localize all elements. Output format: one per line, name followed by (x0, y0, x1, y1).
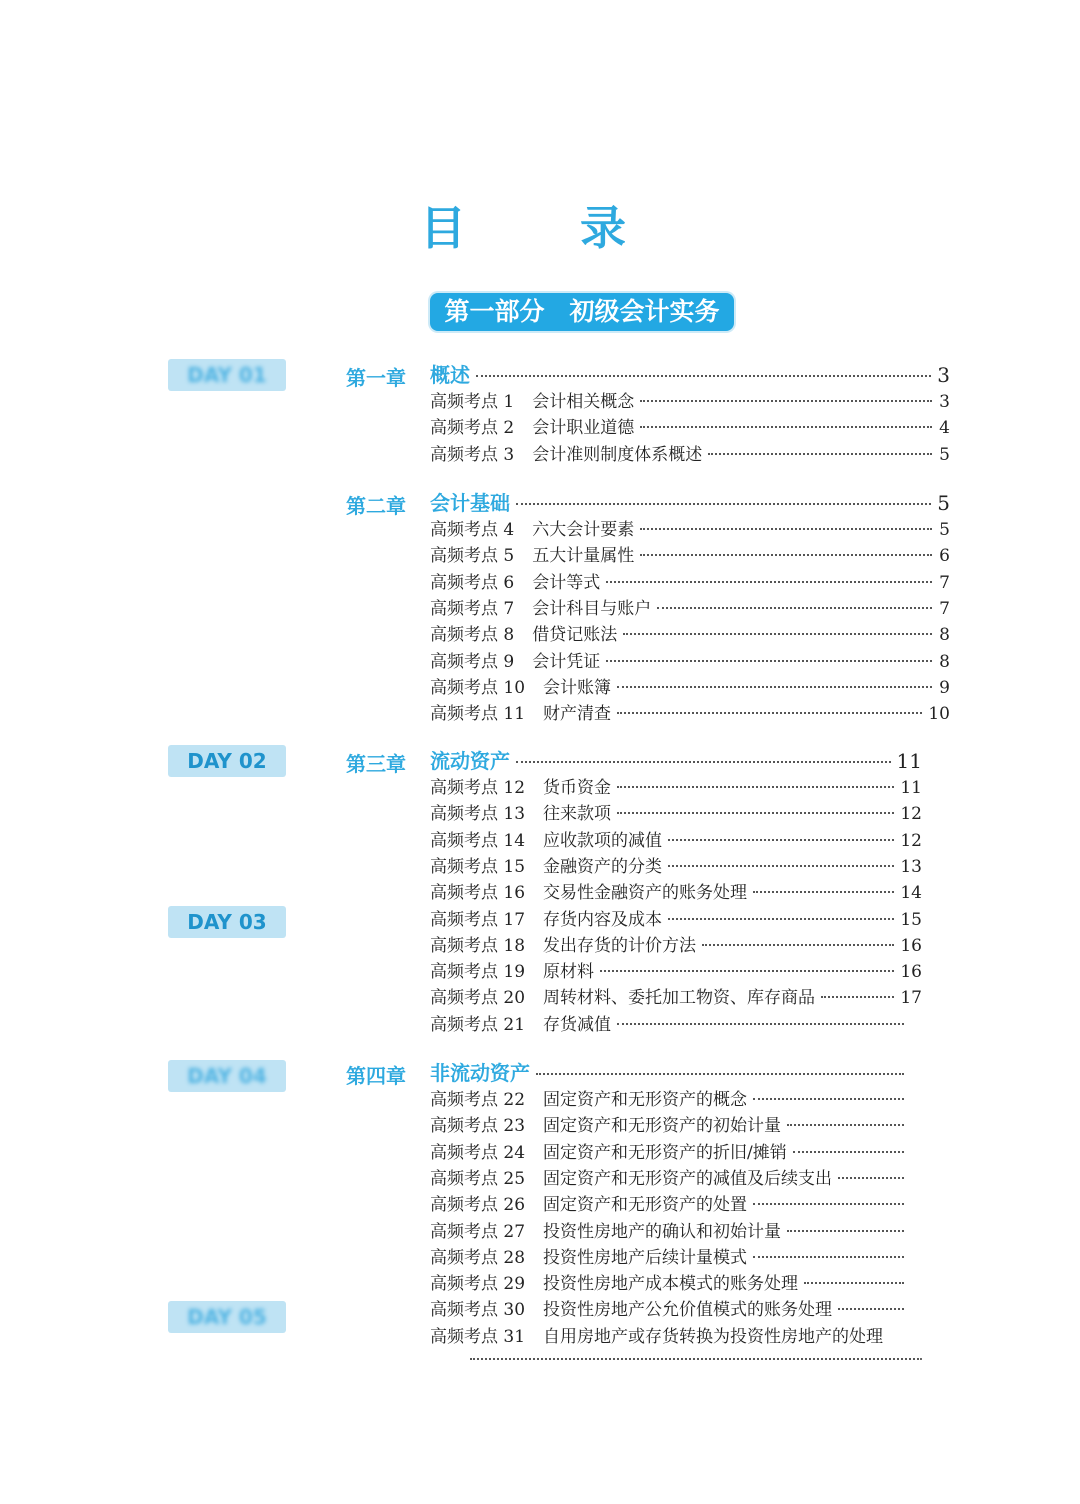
toc-entry[interactable] (430, 775, 922, 801)
page-number: 13 (900, 856, 922, 877)
dot-leader (606, 581, 932, 583)
toc-entry[interactable] (430, 1113, 922, 1139)
entry-topic: 投资性房地产成本模式的账务处理 (543, 1274, 799, 1295)
chapter-label: 第一章 (346, 366, 406, 390)
dot-leader (657, 607, 932, 609)
page-number: 17 (900, 988, 922, 1009)
dot-leader (821, 996, 894, 998)
dot-leader (617, 686, 932, 688)
dot-leader (623, 633, 932, 635)
dot-leader (606, 660, 932, 662)
page-number: 7 (939, 598, 950, 619)
entry-label: 高频考点 9 (430, 651, 515, 672)
dot-leader (536, 1073, 904, 1075)
entry-label: 高频考点 28 (430, 1247, 526, 1268)
entry-topic: 投资性房地产的确认和初始计量 (543, 1221, 782, 1242)
day-badge-4: DAY 04 (168, 1060, 286, 1092)
page-number: 5 (939, 444, 950, 465)
toc-entry[interactable] (430, 1297, 922, 1323)
page-number: 16 (900, 962, 922, 983)
entry-label: 高频考点 17 (430, 909, 526, 930)
toc-entry[interactable] (430, 596, 950, 622)
entry-label: 高频考点 31 (430, 1326, 526, 1347)
entry-topic: 交易性金融资产的账务处理 (543, 883, 748, 904)
entry-topic: 固定资产和无形资产的概念 (543, 1090, 748, 1110)
entry-label: 高频考点 12 (430, 778, 526, 798)
dot-leader (753, 1203, 904, 1205)
entry-label: 高频考点 20 (430, 988, 526, 1009)
entry-label: 高频考点 23 (430, 1116, 526, 1137)
toc-entry[interactable] (430, 1192, 922, 1218)
dot-leader (753, 1098, 904, 1100)
entry-topic: 会计账簿 (543, 677, 612, 698)
page-number: 4 (939, 418, 950, 439)
page-number: 14 (900, 883, 922, 904)
day-badge-5: DAY 05 (168, 1301, 286, 1333)
page-number: 6 (939, 546, 950, 567)
dot-leader (617, 712, 922, 714)
toc-entry[interactable] (430, 415, 950, 441)
chapter-row[interactable] (430, 490, 950, 516)
dot-leader (600, 970, 894, 972)
toc-entry[interactable] (430, 1219, 922, 1245)
entry-topic: 会计职业道德 (532, 418, 635, 439)
entry-topic: 会计科目与账户 (532, 598, 652, 619)
toc-entry[interactable] (430, 442, 950, 468)
page-number: 7 (939, 572, 950, 593)
entry-label: 高频考点 8 (430, 625, 515, 646)
entry-label: 高频考点 14 (430, 830, 526, 851)
chapter-title: 会计基础 (430, 491, 510, 515)
page-number: 9 (939, 677, 950, 698)
toc-entry[interactable] (430, 1324, 922, 1350)
page-number: 5 (937, 491, 950, 515)
dot-leader (787, 1230, 904, 1232)
toc-entry[interactable] (430, 1140, 922, 1166)
toc-entry[interactable] (430, 675, 950, 701)
page-number: 8 (939, 651, 950, 672)
toc-entry[interactable] (430, 985, 922, 1011)
entry-label: 高频考点 3 (430, 444, 515, 465)
entry-topic: 会计等式 (532, 572, 601, 593)
entry-label: 高频考点 1 (430, 392, 515, 412)
toc-entry[interactable] (430, 622, 950, 648)
entry-topic: 自用房地产或存货转换为投资性房地产的处理 (543, 1326, 884, 1347)
toc-entry[interactable] (430, 959, 922, 985)
entry-label: 高频考点 24 (430, 1142, 526, 1163)
page-number: 11 (896, 749, 922, 773)
entry-topic: 金融资产的分类 (543, 856, 663, 877)
entry-label: 高频考点 25 (430, 1168, 526, 1189)
chapter-row[interactable] (430, 748, 922, 774)
entry-topic: 固定资产和无形资产的折旧/摊销 (543, 1142, 787, 1163)
dot-leader (708, 453, 932, 455)
toc-entry[interactable] (430, 1245, 922, 1271)
chapter-label: 第二章 (346, 494, 406, 518)
entry-topic: 发出存货的计价方法 (543, 935, 697, 956)
entry-topic: 会计凭证 (532, 651, 601, 672)
toc-entry[interactable] (430, 701, 950, 727)
toc-entry[interactable] (430, 570, 950, 596)
toc-entry[interactable] (430, 649, 950, 675)
dot-leader (617, 1023, 904, 1025)
dot-leader (640, 400, 932, 402)
page-number: 15 (900, 909, 922, 930)
toc-entry[interactable] (430, 389, 950, 415)
entry-label: 高频考点 10 (430, 677, 526, 698)
toc-entry[interactable] (430, 1166, 922, 1192)
dot-leader (804, 1282, 904, 1284)
page-number: 5 (939, 520, 950, 540)
toc-entry[interactable] (430, 907, 922, 933)
part-banner: 第一部分 初级会计实务 (430, 293, 734, 331)
toc-entry[interactable] (430, 1087, 922, 1113)
toc-entry[interactable] (430, 543, 950, 569)
chapter-title: 概述 (430, 363, 470, 387)
chapter-label: 第三章 (346, 752, 406, 776)
page-number: 12 (900, 830, 922, 851)
entry-label: 高频考点 15 (430, 856, 526, 877)
dot-leader (753, 891, 894, 893)
dot-leader (668, 918, 894, 920)
entry-label: 高频考点 22 (430, 1090, 526, 1110)
chapter-row[interactable] (430, 362, 950, 388)
dot-leader (640, 426, 932, 428)
entry-topic: 原材料 (543, 962, 595, 983)
entry-label: 高频考点 26 (430, 1195, 526, 1216)
dot-leader (516, 761, 891, 763)
entry-topic: 固定资产和无形资产的减值及后续支出 (543, 1168, 833, 1189)
toc-entry[interactable] (430, 933, 922, 959)
page-number: 12 (900, 804, 922, 825)
toc-entry[interactable] (430, 854, 922, 880)
day-badge-3: DAY 03 (168, 906, 286, 938)
dot-leader (753, 1256, 904, 1258)
dot-leader (838, 1308, 904, 1310)
chapter-row[interactable] (430, 1060, 922, 1086)
entry-topic: 借贷记账法 (532, 625, 618, 646)
edge-fade (918, 1008, 964, 1378)
toc-entry[interactable] (430, 1271, 922, 1297)
entry-label: 高频考点 11 (430, 704, 526, 725)
entry-topic: 周转材料、委托加工物资、库存商品 (543, 988, 816, 1009)
toc-entry[interactable] (430, 801, 922, 827)
dot-leader (793, 1151, 904, 1153)
entry-topic: 存货内容及成本 (543, 909, 663, 930)
page-number: 16 (900, 935, 922, 956)
toc-entry[interactable] (430, 517, 950, 543)
day-badge-2: DAY 02 (168, 745, 286, 777)
entry-topic: 投资性房地产后续计量模式 (543, 1247, 748, 1268)
dot-leader (476, 375, 931, 377)
page-number: 3 (937, 363, 950, 387)
entry-topic: 应收款项的减值 (543, 830, 663, 851)
page-number: 11 (900, 778, 922, 798)
entry-topic: 往来款项 (543, 804, 612, 825)
entry-topic: 投资性房地产公允价值模式的账务处理 (543, 1300, 833, 1321)
entry-label: 高频考点 19 (430, 962, 526, 983)
continuation-leader (470, 1358, 922, 1360)
dot-leader (838, 1177, 904, 1179)
dot-leader (617, 786, 894, 788)
dot-leader (668, 865, 894, 867)
dot-leader (617, 812, 894, 814)
chapter-title: 非流动资产 (430, 1061, 530, 1085)
entry-topic: 货币资金 (543, 778, 612, 798)
toc-entry[interactable] (430, 828, 922, 854)
entry-label: 高频考点 6 (430, 572, 515, 593)
entry-label: 高频考点 7 (430, 598, 515, 619)
entry-label: 高频考点 21 (430, 1014, 526, 1035)
entry-topic: 六大会计要素 (532, 520, 635, 540)
entry-label: 高频考点 29 (430, 1274, 526, 1295)
entry-label: 高频考点 2 (430, 418, 515, 439)
page-title: 目 录 (420, 201, 660, 255)
entry-topic: 会计准则制度体系概述 (532, 444, 703, 465)
day-badge-1: DAY 01 (168, 359, 286, 391)
entry-label: 高频考点 30 (430, 1300, 526, 1321)
dot-leader (787, 1124, 904, 1126)
entry-topic: 会计相关概念 (532, 392, 635, 412)
entry-label: 高频考点 4 (430, 520, 515, 540)
entry-topic: 存货减值 (543, 1014, 612, 1035)
toc-entry[interactable] (430, 880, 922, 906)
page-number: 8 (939, 625, 950, 646)
entry-label: 高频考点 18 (430, 935, 526, 956)
dot-leader (702, 944, 894, 946)
toc-entry[interactable] (430, 1012, 922, 1038)
entry-topic: 财产清查 (543, 704, 612, 725)
entry-label: 高频考点 5 (430, 546, 515, 567)
dot-leader (668, 839, 894, 841)
page-number: 3 (939, 392, 950, 412)
chapter-label: 第四章 (346, 1064, 406, 1088)
entry-topic: 固定资产和无形资产的初始计量 (543, 1116, 782, 1137)
entry-topic: 固定资产和无形资产的处置 (543, 1195, 748, 1216)
page-number: 10 (928, 704, 950, 725)
entry-label: 高频考点 27 (430, 1221, 526, 1242)
chapter-title: 流动资产 (430, 749, 510, 773)
dot-leader (516, 503, 931, 505)
entry-topic: 五大计量属性 (532, 546, 635, 567)
dot-leader (640, 554, 932, 556)
entry-label: 高频考点 13 (430, 804, 526, 825)
entry-label: 高频考点 16 (430, 883, 526, 904)
dot-leader (640, 528, 932, 530)
